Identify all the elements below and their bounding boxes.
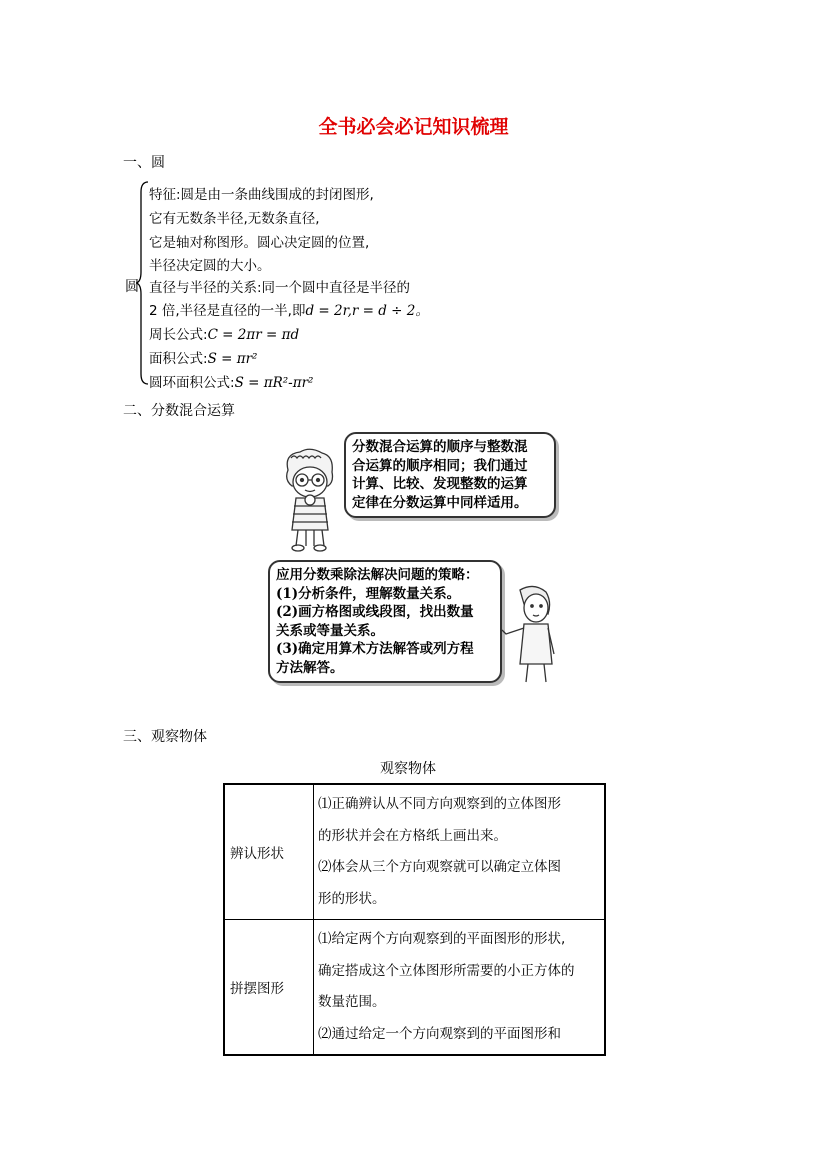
- circumference-label: 周长公式:: [149, 327, 208, 343]
- circle-line: 特征:圆是由一条曲线围成的封闭图形,: [149, 187, 374, 203]
- observe-table: [223, 783, 606, 1056]
- circle-line: [149, 371, 313, 391]
- table-caption: 观察物体: [380, 761, 436, 777]
- cell-line: 的形状并会在方格纸上画出来。: [318, 827, 507, 844]
- teacher-illustration: [496, 584, 558, 684]
- cell-line: ⑴正确辨认从不同方向观察到的立体图形: [318, 796, 561, 812]
- relation-formula: d = 2r,r = d ÷ 2。: [305, 303, 429, 319]
- circumference-formula: C = 2πr = πd: [207, 327, 300, 343]
- section-heading-circle: 一、圆: [123, 155, 165, 171]
- bubble-line: 关系或等量关系。: [276, 622, 384, 639]
- bubble-line: (3)确定用算术方法解答或列方程: [276, 641, 474, 657]
- cell-line: ⑵体会从三个方向观察就可以确定立体图: [318, 859, 561, 875]
- boy-illustration: [276, 448, 346, 552]
- bubble-line: 计算、比较、发现整数的运算: [352, 476, 528, 492]
- bubble-line: 定律在分数运算中同样适用。: [352, 494, 528, 511]
- ring-area-formula: S = πR²-πr²: [234, 375, 314, 391]
- brace-label: 圆: [125, 279, 139, 295]
- bubble-line: 应用分数乘除法解决问题的策略：: [276, 567, 479, 583]
- circle-line: [149, 323, 299, 343]
- circle-line: [149, 347, 257, 367]
- circle-line: 它是轴对称图形。圆心决定圆的位置,: [149, 235, 370, 251]
- table-row: [224, 920, 605, 1056]
- page-title: 全书必会必记知识梳理: [318, 116, 509, 138]
- bubble-line: 分数混合运算的顺序与整数混: [352, 439, 528, 455]
- section-heading-observe: 三、观察物体: [123, 729, 207, 745]
- bubble-line: 合运算的顺序相同；我们通过: [352, 457, 528, 474]
- cell-line: 数量范围。: [318, 994, 386, 1010]
- circle-line: 直径与半径的关系:同一个圆中直径是半径的: [149, 280, 411, 296]
- row-label: 拼摆图形: [224, 920, 314, 1056]
- bubble-line: 方法解答。: [276, 659, 344, 676]
- row-content: [314, 920, 606, 1056]
- cell-line: 形的形状。: [318, 890, 386, 907]
- speech-bubble-boy: [344, 432, 556, 518]
- curly-brace: [136, 180, 150, 386]
- bubble-line: (2)画方格图或线段图，找出数量: [276, 604, 474, 620]
- ring-area-label: 圆环面积公式:: [149, 375, 235, 391]
- cell-line: ⑴给定两个方向观察到的平面图形的形状,: [318, 931, 566, 947]
- table-row: [224, 784, 605, 920]
- circle-line: [149, 299, 429, 319]
- cell-line: 确定搭成这个立体图形所需要的小正方体的: [318, 962, 575, 979]
- row-content: [314, 784, 606, 920]
- circle-line: 它有无数条半径,无数条直径,: [149, 211, 320, 227]
- area-label: 面积公式:: [149, 351, 208, 367]
- bubble-line: (1)分析条件，理解数量关系。: [276, 585, 461, 602]
- circle-line: 半径决定圆的大小。: [149, 258, 271, 274]
- speech-bubble-teacher: [268, 560, 502, 683]
- row-label: 辨认形状: [224, 784, 314, 920]
- area-formula: S = πr²: [207, 351, 258, 367]
- section-heading-fractions: 二、分数混合运算: [123, 403, 235, 419]
- relation-text: 2 倍,半径是直径的一半,即: [149, 303, 306, 319]
- cell-line: ⑵通过给定一个方向观察到的平面图形和: [318, 1025, 561, 1042]
